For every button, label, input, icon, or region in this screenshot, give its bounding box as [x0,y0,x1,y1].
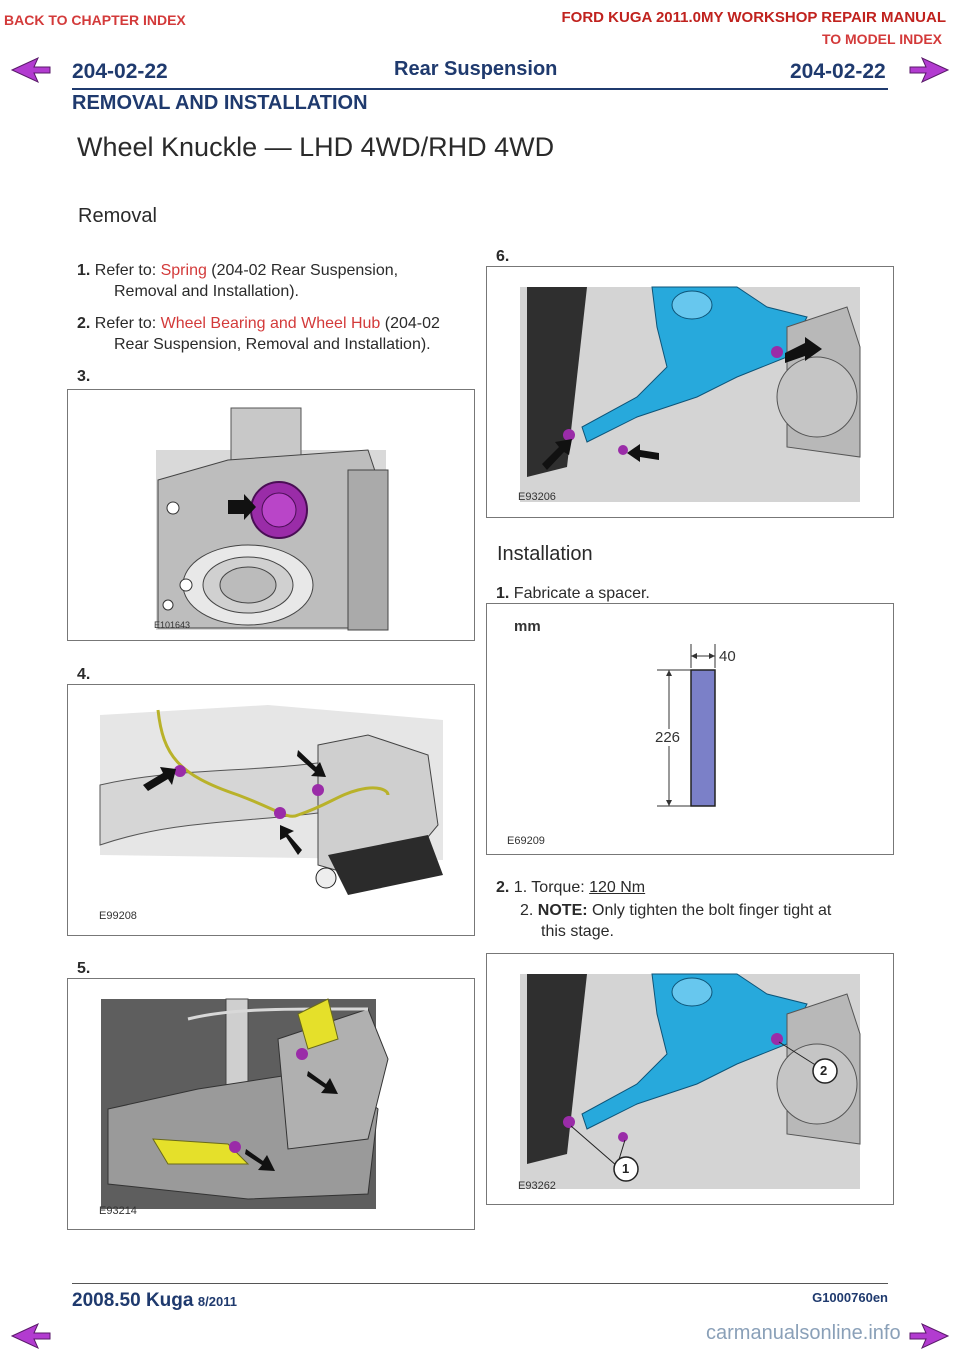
height-dimension-label: 226 [655,729,681,746]
watermark: carmanualsonline.info [706,1322,901,1344]
removal-step-6-number: 6. [496,248,510,265]
knuckle-blue-illustration [487,267,893,517]
wheel-bearing-link[interactable]: Wheel Bearing and Wheel Hub [160,315,381,332]
removal-step-3-number: 3. [77,368,91,385]
to-model-index-link[interactable]: TO MODEL INDEX [821,31,942,47]
footer-code: G1000760en [812,1290,888,1305]
removal-step-2 [77,313,477,355]
width-dimension-label: 40 [719,648,736,665]
note-label: NOTE: [537,902,588,919]
installation-heading: Installation [497,543,593,565]
footer-model-info [72,1290,237,1312]
callout-1: 1 [622,1161,630,1176]
subframe-illustration [68,685,474,935]
unit-label: mm [514,618,541,635]
sub-step-number: 1. [513,879,528,896]
figure-e99208 [67,684,475,936]
removal-step-5-number: 5. [77,960,91,977]
footer-rule [72,1283,888,1284]
step-text: (204-02 Rear Suspension, [206,262,399,279]
step-text: Refer to: [94,262,161,279]
step-text: Removal and Installation). [114,283,299,300]
page-title: Wheel Knuckle — LHD 4WD/RHD 4WD [77,132,555,162]
figure-caption: E93214 [99,1205,137,1217]
removal-heading: Removal [78,205,157,227]
figure-caption: E99208 [99,910,137,922]
figure-e69209 [486,603,894,855]
header-rule [72,88,888,90]
figure-caption: E101643 [154,620,191,630]
sub-step-number: 2. [520,902,534,919]
section-name: Rear Suspension [394,58,558,80]
installation-step-2-note [520,900,890,942]
note-text: this stage. [541,923,614,940]
manual-title: FORD KUGA 2011.0MY WORKSHOP REPAIR MANUAL [561,9,946,26]
step-text: Refer to: [94,315,161,332]
step-number: 1. [77,262,91,279]
step-number: 2. [77,315,91,332]
step-text: Rear Suspension, Removal and Installation). [114,336,431,353]
back-to-chapter-index-link[interactable]: BACK TO CHAPTER INDEX [4,12,186,28]
figure-caption: E69209 [507,835,545,847]
torque-value-link[interactable]: 120 Nm [589,879,646,896]
section-number-right: 204-02-22 [790,60,886,83]
step-text: (204-02 [380,315,440,332]
rear-axle-illustration [68,979,474,1229]
spacer-drawing [487,604,893,854]
figure-e101643 [67,389,475,641]
torque-prefix: Torque: [531,879,590,896]
figure-e93206 [486,266,894,518]
figure-caption: E93206 [518,491,556,503]
document-type: REMOVAL AND INSTALLATION [72,92,368,114]
step-number: 1. [496,585,510,602]
footer-model: 2008.50 Kuga [72,1290,194,1311]
removal-step-1 [77,260,477,302]
step-text: Fabricate a spacer. [513,585,650,602]
next-page-arrow-icon[interactable] [908,56,950,84]
spring-link[interactable]: Spring [160,262,207,279]
figure-caption: E93262 [518,1180,556,1192]
removal-step-4-number: 4. [77,666,91,683]
step-number: 2. [496,879,510,896]
callout-2: 2 [820,1063,828,1078]
installation-step-1 [496,583,650,604]
figure-e93214 [67,978,475,1230]
previous-page-arrow-icon-bottom[interactable] [10,1322,52,1350]
knuckle-install-illustration [487,954,893,1204]
wheel-knuckle-illustration [68,390,474,640]
figure-e93262 [486,953,894,1205]
next-page-arrow-icon-bottom[interactable] [908,1322,950,1350]
footer-date: 8/2011 [197,1294,237,1309]
section-number-left: 204-02-22 [72,60,168,83]
installation-step-2 [496,877,886,898]
previous-page-arrow-icon[interactable] [10,56,52,84]
note-text: Only tighten the bolt finger tight at [587,902,832,919]
